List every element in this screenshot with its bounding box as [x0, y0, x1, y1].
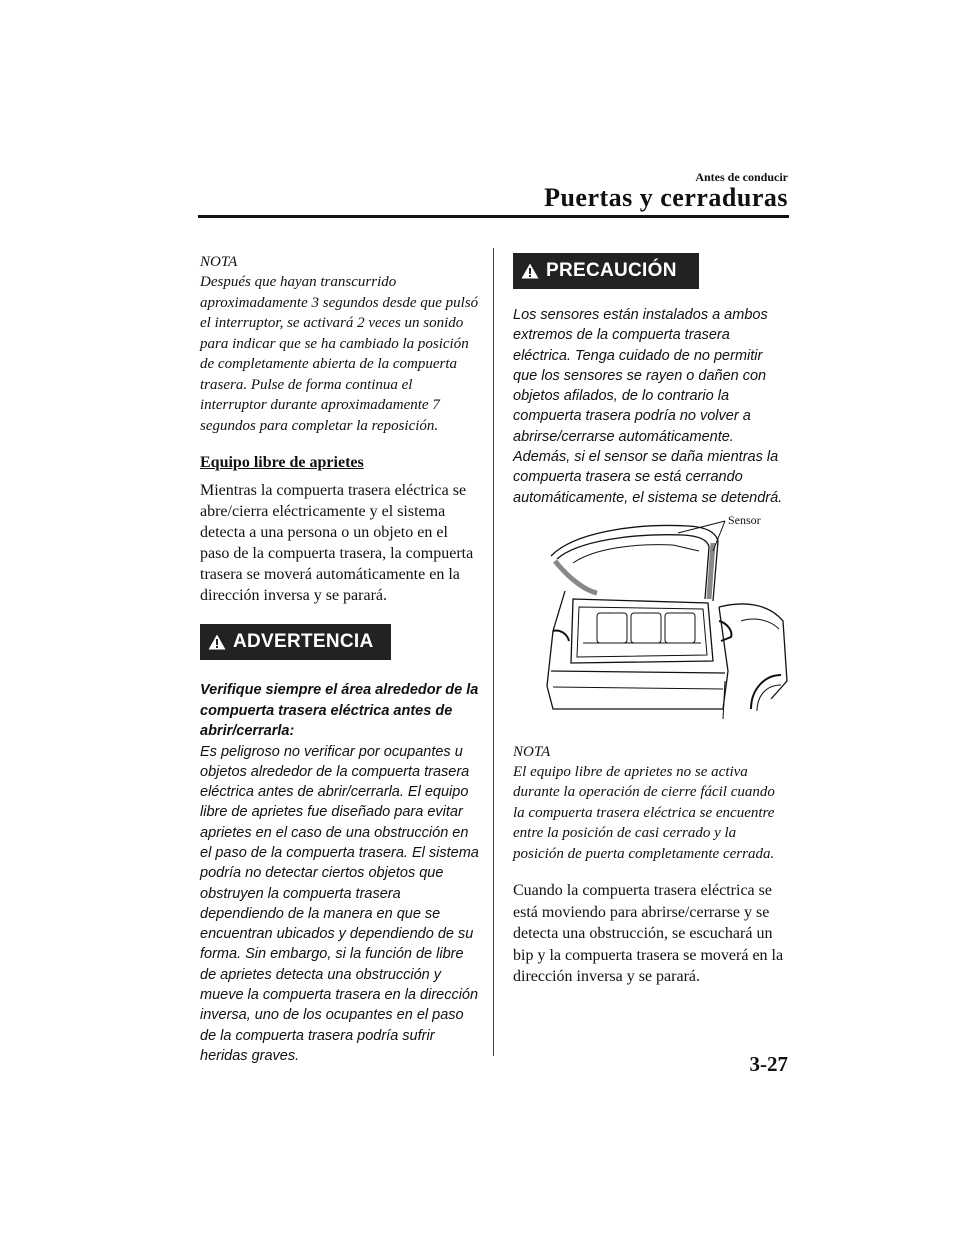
note-label: NOTA: [513, 743, 551, 760]
warning-triangle-icon: [208, 634, 226, 650]
body-paragraph: Mientras la compuerta trasera eléctrica se abre/cierra eléctricamente y el sistema detecta a una persona o un objeto en el paso de la compuerta trasera, la compuerta trasera se moverá automáticamente en la dirección inversa y se parará.: [200, 482, 474, 604]
liftgate-sensor-illustration: [513, 511, 789, 721]
warning-title: ADVERTENCIA: [233, 631, 374, 652]
warning-triangle-icon: [521, 263, 539, 279]
column-divider: [493, 248, 494, 1056]
right-column: [513, 253, 789, 988]
sensor-label: Sensor: [728, 512, 761, 527]
note-text: Después que hayan transcurrido aproximadamente 3 segundos desde que pulsó el interruptor, se activará 2 veces un sonido para indicar que se ha cambiado la posición de completamente abierta de la compuerta trasera. Pulse de forma continua el interruptor durante aproximadamente 7 segundos para completar la reposición.: [200, 274, 479, 434]
warning-text: Es peligroso no verificar por ocupantes u objetos alrededor de la compuerta trasera eléctrica antes de abrir/cerrarla. El equipo libre de aprietes fue diseñado para evitar aprietes en el caso de una obstrucción en el paso de la compuerta trasera. El sistema podría no detectar ciertos objetos que obstruyen la compuerta trasera dependiendo de la manera en que se encuentran ubicados y dependiendo de su forma. Sin embargo, si la función de libre de aprietes detecta una obstrucción y mueve la compuerta trasera en la dirección inversa, uno de los ocupantes en el paso de la compuerta trasera podría sufrir heridas graves.: [200, 743, 479, 1064]
caution-banner: [513, 253, 699, 289]
caution-title: PRECAUCIÓN: [546, 260, 677, 281]
subheading: Equipo libre de aprietes: [200, 454, 364, 471]
warning-banner: [200, 624, 391, 660]
left-column: [200, 253, 480, 1066]
body-paragraph: Cuando la compuerta trasera eléctrica se está moviendo para abrirse/cerrarse y se detecta una obstrucción, se escuchará un bip y la compuerta trasera se moverá en la dirección inversa y se parará.: [513, 882, 784, 986]
caution-text: Los sensores están instalados a ambos extremos de la compuerta trasera eléctrica. Tenga cuidado de no permitir que los sensores se rayen o dañen con objetos afilados, de lo contrario la compuerta trasera podría no volver a abrirse/cerrarse automáticamente. Además, si el sensor se daña mientras la compuerta trasera se está cerrando automáticamente, el sistema se detendrá.: [513, 307, 783, 506]
warning-heading: Verifique siempre el área alrededor de la compuerta trasera eléctrica antes de abrir/cerrarla:: [200, 682, 479, 739]
page-number: 3-27: [749, 1052, 788, 1076]
header-rule: [198, 215, 789, 218]
note-text: El equipo libre de aprietes no se activa durante la operación de cierre fácil cuando la compuerta trasera eléctrica se encuentre entre la posición de casi cerrado y la posición de puerta completamente cerrada.: [513, 763, 775, 862]
chapter-title: Puertas y cerraduras: [544, 183, 788, 212]
note-label: NOTA: [200, 254, 238, 270]
section-title: Antes de conducir: [695, 170, 788, 184]
